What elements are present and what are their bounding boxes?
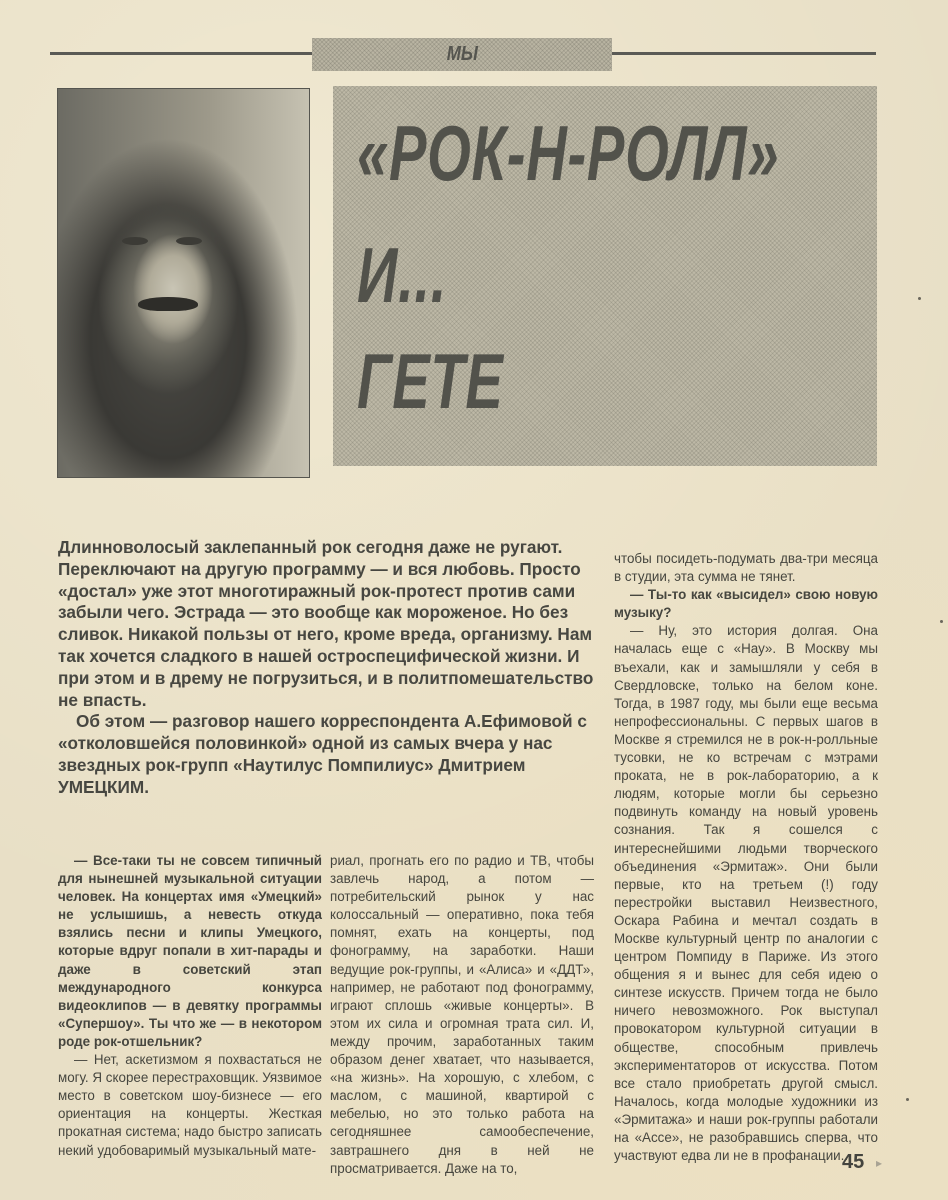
- interview-answer-1-end: чтобы посидеть-подумать два-три месяца в студии, эта сумма не тянет.: [614, 551, 878, 585]
- rubric-rule-left: [50, 52, 312, 55]
- article-column-2: [330, 852, 594, 1178]
- paper-speck: [906, 1098, 909, 1101]
- portrait-photo: [57, 88, 310, 478]
- page-number: 45: [842, 1151, 865, 1173]
- interview-question-2: — Ты-то как «высидел» свою новую музыку?: [614, 587, 878, 621]
- headline-line-1: «РОК-Н-РОЛЛ»: [357, 109, 780, 197]
- article-column-3: [614, 550, 878, 1165]
- interview-question-1: — Все-таки ты не совсем типичный для нынешней музыкальной ситуации человек. На концертах имя «Умецкий» не услышишь, а невесть откуда взялись песни и клипы Умецкого, которые вдруг попали в хит-парады и даже в советский этап международного конкурса видеоклипов — в девятку программы «Супершоу». Ты что же — в некотором роде рок-отшельник?: [58, 853, 322, 1049]
- lead-text-2: Об этом — разговор нашего корреспондента А.Ефимовой с «отколовшейся половинкой» одной из самых вчера у нас звездных рок-групп «Наутилус Помпилиус» Дмитрием УМЕЦКИМ.: [58, 711, 587, 797]
- paper-speck: [940, 620, 943, 623]
- headline-box: [333, 86, 877, 466]
- lead-paragraph: [58, 537, 604, 799]
- photo-eye-right: [176, 237, 202, 245]
- rubric-box: [312, 38, 612, 71]
- interview-answer-2: — Ну, это история долгая. Она началась еще с «Нау». В Москву мы въехали, как и замышляли у себя в Свердловске, только на белом коне. Тогда, в 1987 году, мы были еще весьма непрофессиональны. С первых шагов в Москве я стремился не в рок-н-ролльные тусовки, не ко встречам с мэтрами проката, не в рок-лабораторию, а к людям, которые могли бы серьезно подвинуть команду на новый уровень сознания. Так я сошелся с интереснейшими людьми творческого объединения «Эрмитаж». Они были первые, кто на третьем (!) году перестройки выставил Неизвестного, Оскара Рабина и мечтал создать в Москве культурный центр по аналогии с центром Помпиду в Париже. Из этого общения я и вынес для себя идею о синтезе искусств. Причем тогда не было ничего невозможного. Рок выступал провокатором культурной ситуации в обществе, способным привлечь экспериментаторов от искусства. Потом все стало приобретать другой смысл. Началось, когда молодые художники из «Эрмитажа» и наши рок-группы работали на «Ассе», не разобравшись сперва, что участвуют едва ли не в профанации...: [614, 623, 878, 1164]
- paper-speck: [918, 297, 921, 300]
- interview-answer-1-start: — Нет, аскетизмом я похвастаться не могу. Я скорее перестраховщик. Уязвимое место в советском шоу-бизнесе — его ориентация на концерты. Жесткая прокатная система; надо быстро записать некий удобоваримый музыкальный мате-: [58, 1052, 322, 1158]
- rubric-rule-right: [612, 52, 876, 55]
- rubric-label: МЫ: [446, 43, 478, 65]
- photo-eye-left: [122, 237, 148, 245]
- arrow-right-icon: ▸: [876, 1156, 883, 1170]
- headline-line-3: ГЕТЕ: [357, 337, 504, 425]
- article-column-1: [58, 852, 322, 1160]
- headline-line-2: И...: [357, 231, 448, 319]
- photo-mustache: [138, 297, 198, 311]
- interview-answer-1-continued: риал, прогнать его по радио и ТВ, чтобы завлечь народ, а потом — потребительский рынок у нас колоссальный — оперативно, пока тебя помнят, ехать на концерты, под фонограмму, на заработки. Наши ведущие рок-группы, и «Алиса» и «ДДТ», например, не работают под фонограмму, играют сплошь «живые концерты». В этом их сила и огромная трата сил. И, между прочим, заработанных таким образом денег хватает, что называется, «на жизнь». На хорошую, с хлебом, с маслом, с машиной, квартирой с мебелью, но это только работа на сегодняшнее самообеспечение, завтрашнего дня в ней не просматривается. Даже на то,: [330, 853, 594, 1176]
- lead-text-1: Длинноволосый заклепанный рок сегодня даже не ругают. Переключают на другую программу — и вся любовь. Просто «достал» уже этот многотиражный рок-протест против сами забыли чего. Эстрада — это вообще как мороженое. Но без сливок. Никакой пользы от него, кроме вреда, организму. Нам так хочется сладкого в нашей остроспецифической жизни. И при этом и в дрему не погрузиться, и в политпомешательство не впасть.: [58, 537, 594, 710]
